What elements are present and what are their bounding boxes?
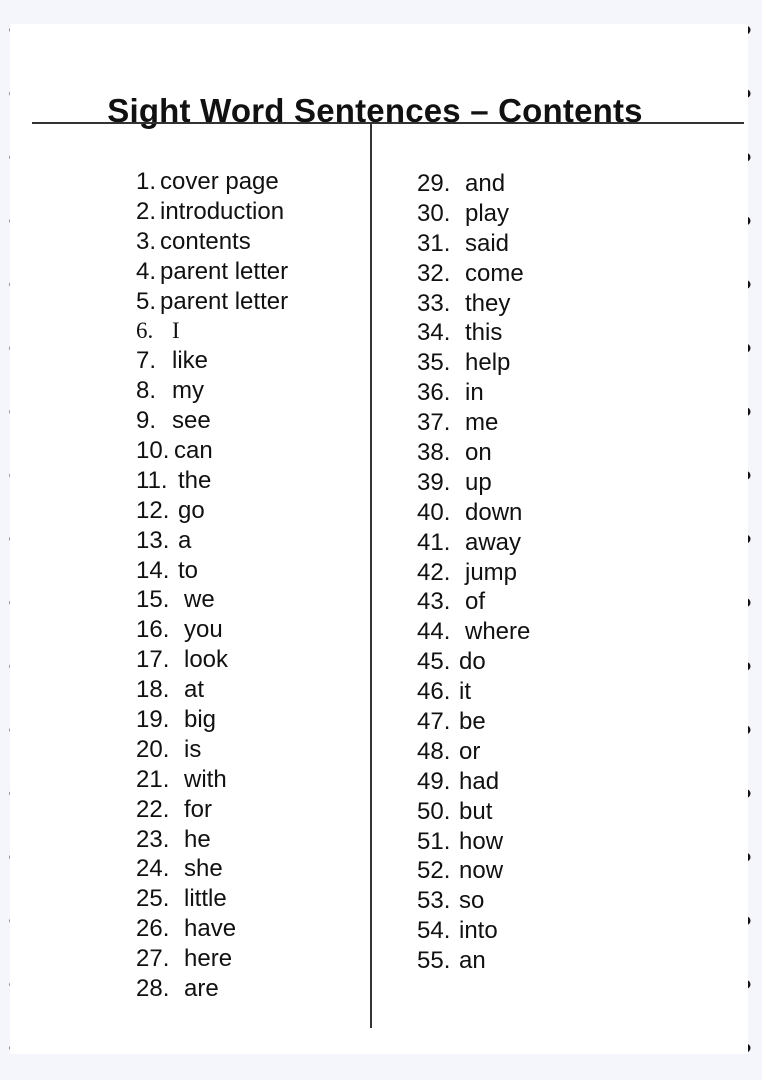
contents-entry xyxy=(417,408,530,438)
entry-number: 44. xyxy=(417,618,451,646)
entry-word: it xyxy=(459,678,471,706)
entry-word: of xyxy=(465,588,486,616)
contents-entry xyxy=(136,735,288,765)
entry-word: or xyxy=(459,737,481,765)
entry-number: 30. xyxy=(417,199,451,227)
entry-number: 22. xyxy=(136,795,170,823)
entry-number: 21. xyxy=(136,765,170,793)
entry-word: had xyxy=(459,767,500,795)
entry-word: where xyxy=(465,618,531,646)
entry-word: contents xyxy=(160,227,251,255)
entry-number: 32. xyxy=(417,259,451,287)
contents-entry xyxy=(136,884,288,914)
entry-number: 24. xyxy=(136,855,170,883)
contents-entry xyxy=(417,468,530,498)
entry-word: here xyxy=(184,945,233,973)
entry-number: 35. xyxy=(417,349,451,377)
entry-number: 40. xyxy=(417,498,451,526)
contents-entry xyxy=(136,675,288,705)
entry-word: do xyxy=(459,648,486,676)
contents-entry xyxy=(136,944,288,974)
entry-word: now xyxy=(459,857,504,885)
entry-word: parent letter xyxy=(160,287,289,315)
entry-number: 14. xyxy=(136,556,170,584)
entry-number: 18. xyxy=(136,676,170,704)
contents-entry xyxy=(136,496,288,526)
entry-word: cover page xyxy=(160,168,279,195)
entry-word: he xyxy=(184,825,211,853)
entry-number: 52. xyxy=(417,857,451,885)
entry-word: this xyxy=(465,319,503,347)
entry-number: 15. xyxy=(136,586,170,614)
entry-number: 38. xyxy=(417,439,451,467)
contents-entry xyxy=(136,466,288,496)
entry-number: 55. xyxy=(417,947,451,975)
entry-word: away xyxy=(465,528,522,556)
entry-word: like xyxy=(172,347,209,375)
entry-number: 41. xyxy=(417,528,451,556)
entry-number: 2. xyxy=(136,197,157,225)
entry-word: they xyxy=(465,289,511,317)
contents-entry xyxy=(417,767,530,797)
contents-entry xyxy=(417,498,530,528)
contents-entry xyxy=(417,587,530,617)
entry-number: 25. xyxy=(136,885,170,913)
entry-number: 10. xyxy=(136,437,170,465)
entry-word: look xyxy=(184,646,229,674)
contents-entry xyxy=(417,856,530,886)
contents-entry xyxy=(417,318,530,348)
entry-number: 46. xyxy=(417,678,451,706)
entry-number: 17. xyxy=(136,646,170,674)
contents-entry xyxy=(136,556,288,586)
contents-entry xyxy=(136,585,288,615)
entry-word: help xyxy=(465,349,511,377)
entry-number: 27. xyxy=(136,945,170,973)
contents-entry xyxy=(136,346,288,376)
contents-entry xyxy=(417,199,530,229)
contents-entry xyxy=(417,528,530,558)
entry-word: go xyxy=(178,496,205,524)
contents-entry xyxy=(417,886,530,916)
contents-entry xyxy=(417,259,530,289)
entry-word: are xyxy=(184,975,219,1003)
contents-entry xyxy=(136,854,288,884)
entry-number: 23. xyxy=(136,825,170,853)
contents-entry xyxy=(136,257,288,287)
entry-number: 34. xyxy=(417,319,451,347)
entry-word: a xyxy=(178,526,192,554)
entry-word: I xyxy=(172,318,180,344)
contents-entry xyxy=(136,376,288,406)
entry-number: 28. xyxy=(136,975,170,1003)
entry-number: 8. xyxy=(136,377,157,405)
entry-number: 6. xyxy=(136,318,154,344)
entry-number: 11. xyxy=(136,466,168,494)
entry-number: 1. xyxy=(136,168,157,195)
entry-word: can xyxy=(174,437,213,465)
entry-word: so xyxy=(459,887,485,915)
contents-entry xyxy=(136,825,288,855)
entry-word: at xyxy=(184,676,205,704)
contents-entry xyxy=(417,797,530,827)
entry-number: 16. xyxy=(136,616,170,644)
contents-entry xyxy=(417,617,530,647)
entry-number: 43. xyxy=(417,588,451,616)
entry-word: introduction xyxy=(160,197,285,225)
contents-entry xyxy=(136,287,288,317)
entry-word: to xyxy=(178,556,199,584)
entry-word: the xyxy=(178,466,212,494)
entry-number: 33. xyxy=(417,289,451,317)
contents-entry xyxy=(136,197,288,227)
entry-word: is xyxy=(184,735,202,763)
contents-entry xyxy=(136,705,288,735)
entry-word: down xyxy=(465,498,523,526)
contents-entry xyxy=(417,378,530,408)
contents-entry xyxy=(136,615,288,645)
contents-entry xyxy=(136,167,288,197)
contents-entry xyxy=(136,316,288,346)
contents-entry xyxy=(417,707,530,737)
entry-word: but xyxy=(459,797,493,825)
contents-entry xyxy=(136,795,288,825)
entry-word: big xyxy=(184,706,217,734)
column-divider xyxy=(370,124,372,1028)
contents-entry xyxy=(417,946,530,976)
entry-word: an xyxy=(459,947,486,975)
contents-list-left xyxy=(136,167,288,1004)
entry-word: and xyxy=(465,170,506,197)
entry-word: come xyxy=(465,259,524,287)
entry-number: 47. xyxy=(417,708,451,736)
entry-number: 37. xyxy=(417,409,451,437)
entry-word: my xyxy=(172,377,204,405)
contents-entry xyxy=(417,737,530,767)
entry-word: how xyxy=(459,827,504,855)
entry-word: little xyxy=(184,885,227,913)
entry-number: 9. xyxy=(136,407,157,435)
entry-number: 42. xyxy=(417,558,451,586)
contents-entry xyxy=(417,647,530,677)
entry-number: 53. xyxy=(417,887,451,915)
contents-entry xyxy=(136,645,288,675)
contents-list-right xyxy=(417,169,530,976)
entry-word: up xyxy=(465,468,492,496)
entry-number: 50. xyxy=(417,797,451,825)
entry-number: 20. xyxy=(136,735,170,763)
entry-word: for xyxy=(184,795,213,823)
entry-number: 48. xyxy=(417,737,451,765)
contents-entry xyxy=(136,914,288,944)
entry-word: parent letter xyxy=(160,257,289,285)
entry-number: 7. xyxy=(136,347,157,375)
page-title xyxy=(10,92,748,130)
contents-entry xyxy=(136,227,288,257)
page-title-text: Sight Word Sentences – Contents xyxy=(107,92,643,129)
entry-word: on xyxy=(465,439,492,467)
entry-number: 3. xyxy=(136,227,157,255)
entry-number: 39. xyxy=(417,468,451,496)
contents-entry xyxy=(417,229,530,259)
entry-word: be xyxy=(459,708,486,736)
entry-word: play xyxy=(465,199,510,227)
entry-number: 49. xyxy=(417,767,451,795)
entry-number: 45. xyxy=(417,648,451,676)
entry-word: into xyxy=(459,917,498,945)
entry-word: me xyxy=(465,409,499,437)
entry-number: 51. xyxy=(417,827,451,855)
entry-number: 13. xyxy=(136,526,170,554)
contents-entry xyxy=(417,558,530,588)
contents-entry xyxy=(136,765,288,795)
entry-word: with xyxy=(184,765,227,793)
entry-word: said xyxy=(465,229,510,257)
entry-number: 54. xyxy=(417,917,451,945)
entry-word: we xyxy=(184,586,215,614)
contents-entry xyxy=(136,406,288,436)
entry-number: 12. xyxy=(136,496,170,524)
contents-entry xyxy=(417,169,530,199)
document-page xyxy=(10,24,748,1054)
entry-number: 31. xyxy=(417,229,451,257)
entry-word: have xyxy=(184,915,237,943)
title-divider xyxy=(32,122,744,124)
entry-number: 36. xyxy=(417,379,451,407)
entry-word: jump xyxy=(465,558,518,586)
entry-number: 29. xyxy=(417,170,451,197)
contents-entry xyxy=(136,526,288,556)
contents-entry xyxy=(136,974,288,1004)
contents-entry xyxy=(417,677,530,707)
entry-word: you xyxy=(184,616,223,644)
entry-number: 26. xyxy=(136,915,170,943)
entry-number: 4. xyxy=(136,257,157,285)
contents-entry xyxy=(417,916,530,946)
entry-word: see xyxy=(172,407,211,435)
entry-word: she xyxy=(184,855,223,883)
entry-number: 19. xyxy=(136,706,170,734)
contents-entry xyxy=(417,289,530,319)
contents-entry xyxy=(417,827,530,857)
entry-number: 5. xyxy=(136,287,157,315)
contents-entry xyxy=(417,348,530,378)
contents-entry xyxy=(417,438,530,468)
contents-entry xyxy=(136,436,288,466)
entry-word: in xyxy=(465,379,484,407)
